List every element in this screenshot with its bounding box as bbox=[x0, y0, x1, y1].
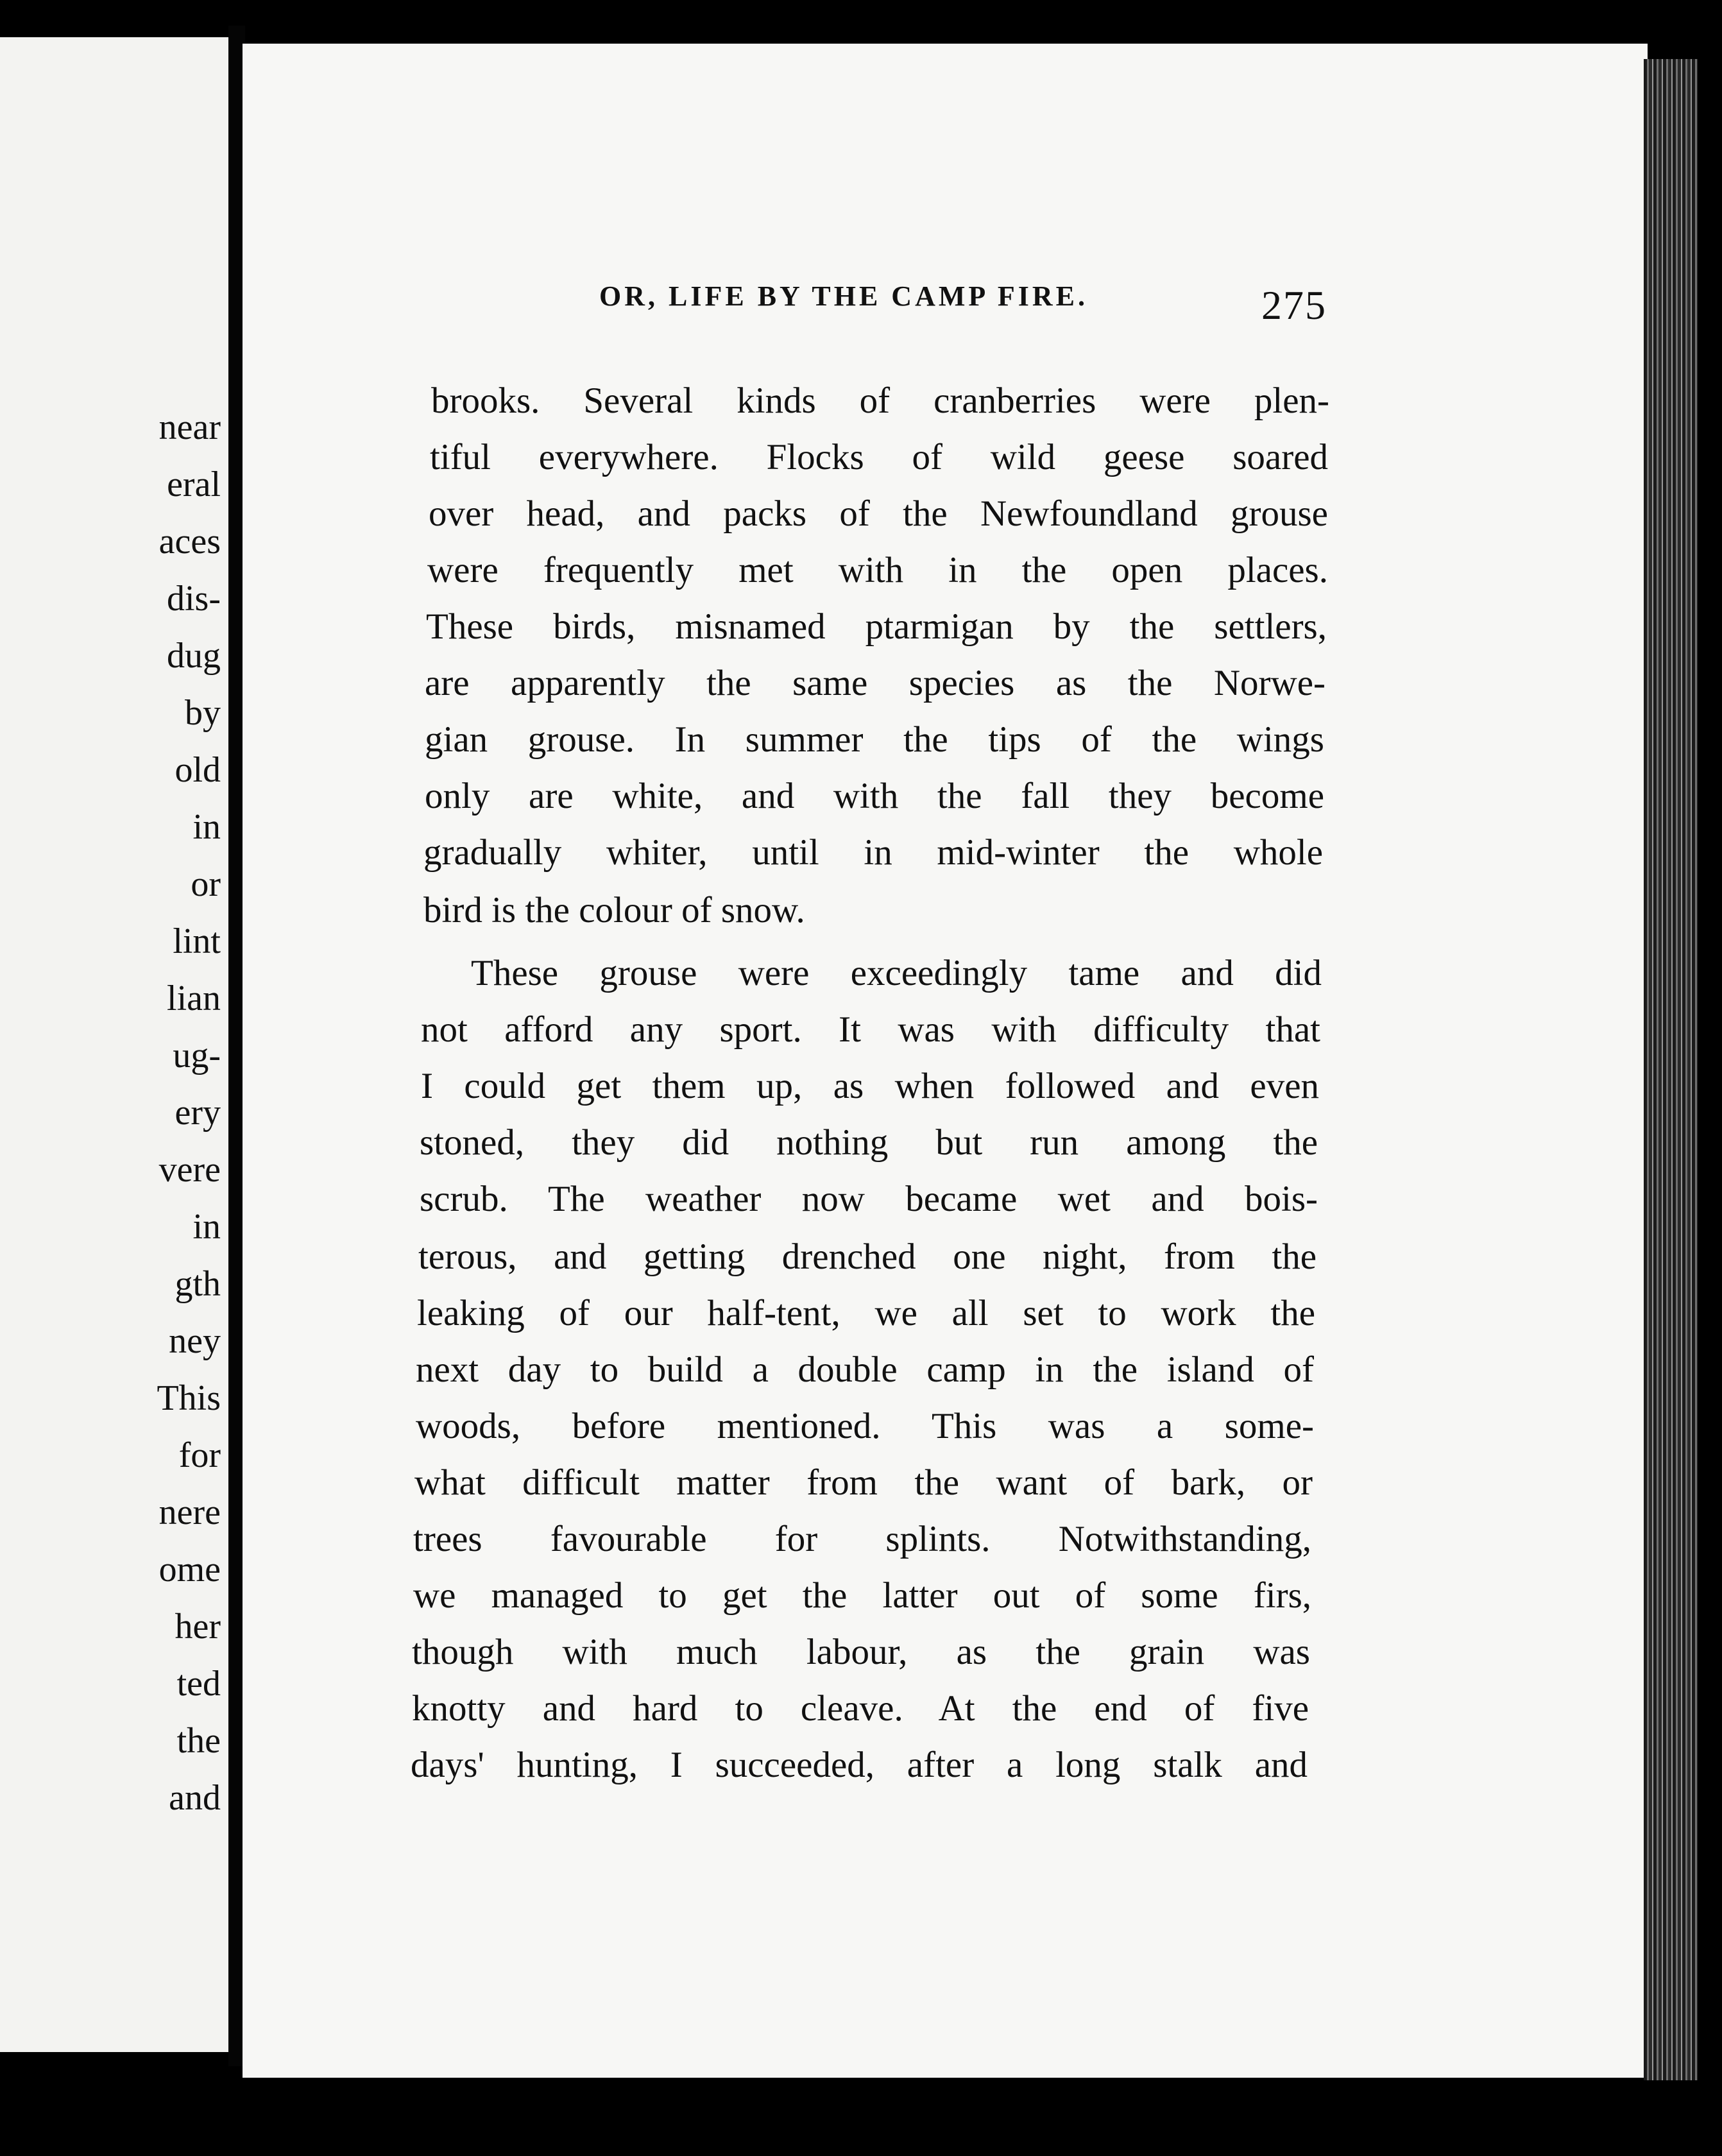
text-line: bird is the colour of snow. bbox=[423, 890, 805, 930]
text-line: tiful everywhere. Flocks of wild geese soared bbox=[430, 437, 1328, 477]
left-line-ending: ted bbox=[176, 1664, 221, 1704]
left-line-ending: gth bbox=[175, 1264, 221, 1304]
text-line: over head, and packs of the Newfoundland grouse bbox=[429, 493, 1328, 534]
text-line: next day to build a double camp in the island of bbox=[416, 1349, 1314, 1390]
left-line-ending: her bbox=[175, 1607, 221, 1647]
left-line-ending: lian bbox=[167, 979, 221, 1018]
text-line: days' hunting, I succeeded, after a long stalk and bbox=[411, 1745, 1308, 1785]
left-line-ending: in bbox=[192, 1207, 221, 1247]
text-line: gradually whiter, until in mid-winter the whole bbox=[423, 832, 1323, 873]
left-line-ending: aces bbox=[158, 522, 221, 561]
text-line: I could get them up, as when followed and even bbox=[421, 1066, 1319, 1106]
running-head: OR, LIFE BY THE CAMP FIRE. bbox=[599, 280, 1088, 312]
left-line-ending: dug bbox=[167, 636, 221, 676]
page-edges bbox=[1644, 59, 1698, 2080]
text-line: stoned, they did nothing but run among the bbox=[420, 1122, 1318, 1163]
left-line-ending: in bbox=[192, 807, 221, 847]
left-line-ending: ney bbox=[169, 1321, 221, 1361]
left-line-ending: dis- bbox=[167, 579, 221, 619]
left-line-ending: ome bbox=[158, 1550, 221, 1589]
text-line: woods, before mentioned. This was a some- bbox=[416, 1406, 1314, 1446]
text-line: what difficult matter from the want of bark, or bbox=[414, 1462, 1313, 1503]
left-line-ending: old bbox=[175, 750, 221, 790]
left-line-ending: by bbox=[185, 693, 221, 733]
text-line: are apparently the same species as the Norwe- bbox=[425, 663, 1326, 703]
left-line-ending: vere bbox=[158, 1150, 221, 1190]
text-line: we managed to get the latter out of some firs, bbox=[413, 1575, 1311, 1616]
text-line: These grouse were exceedingly tame and did bbox=[471, 953, 1322, 993]
left-line-ending: lint bbox=[173, 921, 221, 961]
text-line: trees favourable for splints. Notwithstanding, bbox=[413, 1519, 1311, 1559]
left-line-ending: ery bbox=[175, 1093, 221, 1133]
left-line-ending: near bbox=[158, 407, 221, 447]
text-line: knotty and hard to cleave. At the end of five bbox=[412, 1688, 1309, 1729]
left-line-ending: eral bbox=[167, 465, 221, 504]
left-line-ending: or bbox=[191, 864, 221, 904]
text-line: terous, and getting drenched one night, from the bbox=[418, 1236, 1317, 1277]
left-line-ending: and bbox=[169, 1778, 221, 1818]
text-line: leaking of our half-tent, we all set to work the bbox=[417, 1293, 1315, 1333]
left-page bbox=[0, 37, 228, 2052]
left-line-ending: ug- bbox=[173, 1036, 221, 1075]
text-line: brooks. Several kinds of cranberries were plen- bbox=[431, 381, 1329, 421]
left-line-ending: nere bbox=[158, 1493, 221, 1532]
left-line-ending: the bbox=[176, 1721, 221, 1761]
page-number: 275 bbox=[1261, 282, 1327, 328]
text-line: were frequently met with in the open places. bbox=[427, 550, 1328, 590]
text-line: only are white, and with the fall they become bbox=[425, 776, 1324, 816]
book-edge-shadow bbox=[1698, 45, 1722, 2098]
left-line-ending: This bbox=[157, 1378, 221, 1418]
text-line: These birds, misnamed ptarmigan by the settlers, bbox=[426, 606, 1327, 647]
left-line-ending: for bbox=[178, 1435, 221, 1475]
text-line: not afford any sport. It was with difficulty that bbox=[421, 1009, 1320, 1050]
text-line: though with much labour, as the grain was bbox=[412, 1632, 1310, 1672]
text-line: gian grouse. In summer the tips of the wings bbox=[425, 719, 1324, 760]
text-line: scrub. The weather now became wet and bois- bbox=[420, 1179, 1318, 1219]
